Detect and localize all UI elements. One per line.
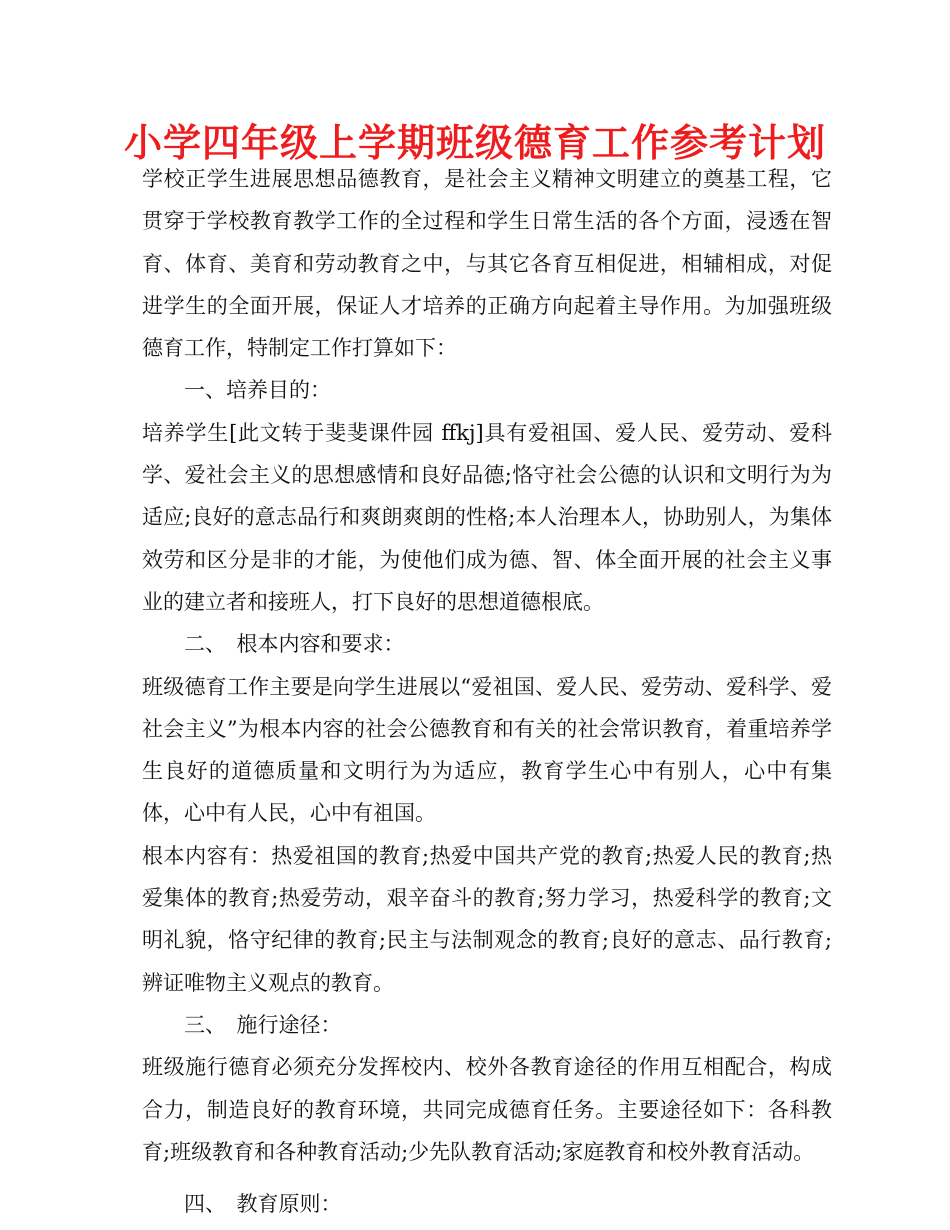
document-title: 小学四年级上学期班级德育工作参考计划	[123, 121, 826, 165]
spacer	[142, 1173, 832, 1183]
section-heading-approach: 三、 施行途径：	[184, 1012, 342, 1037]
content-list-paragraph: 根本内容有：热爱祖国的教育;热爱中国共产党的教育;热爱人民的教育;热爱集体的教育;热爱劳动，艰辛奋斗的教育;努力学习，热爱科学的教育;文明礼貌，恪守纪律的教育;民主与法制观念的教育;良好的意志、品行教育;辨证唯物主义观点的教育。	[142, 843, 832, 995]
section-heading-principles: 四、 教育原则：	[184, 1192, 342, 1217]
section-heading-goals: 一、培养目的：	[184, 378, 331, 403]
intro-paragraph: 学校正学生进展思想品德教育，是社会主义精神文明建立的奠基工程，它贯穿于学校教育教学工作的全过程和学生日常生活的各个方面，浸透在智育、体育、美育和劳动教育之中，与其它各育互相促进，相辅相成，对促进学生的全面开展，保证人才培养的正确方向起着主导作用。为加强班级德育工作，特制定工作打算如下：	[142, 167, 832, 361]
content-paragraph: 班级德育工作主要是向学生进展以“爱祖国、爱人民、爱劳动、爱科学、爱社会主义”为根本内容的社会公德教育和有关的社会常识教育，着重培养学生良好的道德质量和文明行为为适应，教育学生心中有别人，心中有集体，心中有人民，心中有祖国。	[142, 674, 832, 826]
goals-paragraph: 培养学生[此文转于斐斐课件园 ffkj]具有爱祖国、爱人民、爱劳动、爱科学、爱社会主义的思想感情和良好品德;恪守社会公德的认识和文明行为为适应;良好的意志品行和爽朗爽朗的性格;本人治理本人，协助别人，为集体效劳和区分是非的才能，为使他们成为德、智、体全面开展的社会主义事业的建立者和接班人，打下良好的思想道德根底。	[142, 420, 832, 614]
section-heading-content: 二、 根本内容和要求：	[184, 632, 405, 657]
document-body	[142, 158, 832, 1225]
approach-paragraph: 班级施行德育必须充分发挥校内、校外各教育途径的作用互相配合，构成合力，制造良好的教育环境，共同完成德育任务。主要途径如下：各科教育;班级教育和各种教育活动;少先队教育活动;家庭教育和校外教育活动。	[142, 1055, 832, 1164]
